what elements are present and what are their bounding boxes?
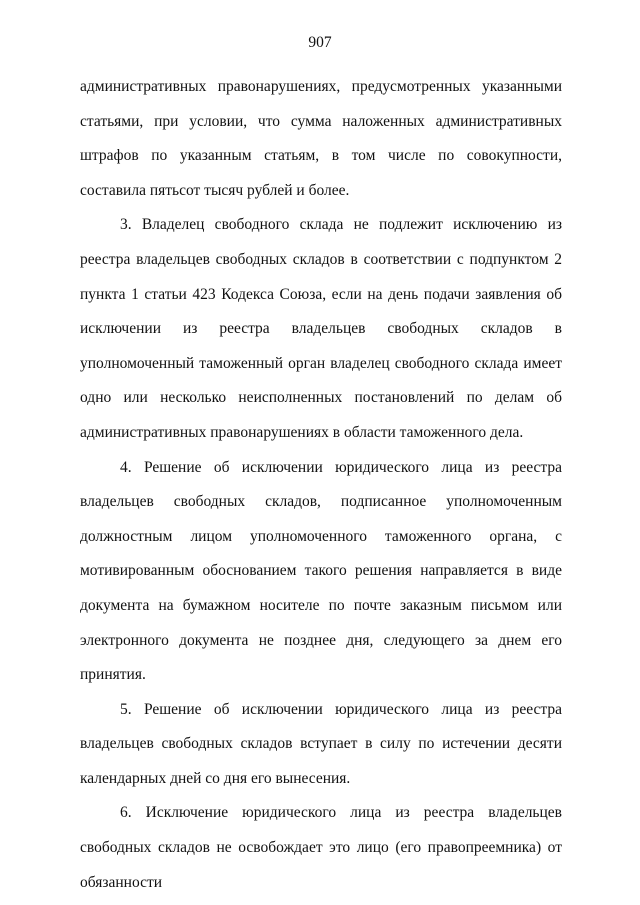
paragraph-item-4: 4. Решение об исключении юридического лица из реестра владельцев свободных складов, подписанное уполномоченным должностным лицом уполномоченного таможенного органа, с мотивированным обоснованием такого решения направляется в виде документа на бумажном носителе по почте заказным письмом или электронного документа не позднее дня, следующего за днем его принятия.: [80, 458, 562, 684]
paragraph-item-5: 5. Решение об исключении юридического лица из реестра владельцев свободных складов вступает в силу по истечении десяти календарных дней со дня его вынесения.: [80, 700, 562, 787]
page-number: 907: [308, 34, 332, 51]
paragraph-item-6: 6. Исключение юридического лица из реестра владельцев свободных складов не освобождает это лицо (его правопреемника) от обязанности: [80, 804, 562, 891]
document-body: [80, 70, 562, 900]
paragraph-item-3: 3. Владелец свободного склада не подлежит исключению из реестра владельцев свободных складов в соответствии с подпунктом 2 пункта 1 статьи 423 Кодекса Союза, если на день подачи заявления об исключении из реестра владельцев свободных складов в уполномоченный таможенный орган владелец свободного склада имеет одно или несколько неисполненных постановлений по делам об административных правонарушениях в области таможенного дела.: [80, 216, 562, 441]
paragraph-continuation: административных правонарушениях, предусмотренных указанными статьями, при условии, что сумма наложенных административных штрафов по указанным статьям, в том числе по совокупности, составила пятьсот тысяч рублей и более.: [80, 78, 562, 199]
